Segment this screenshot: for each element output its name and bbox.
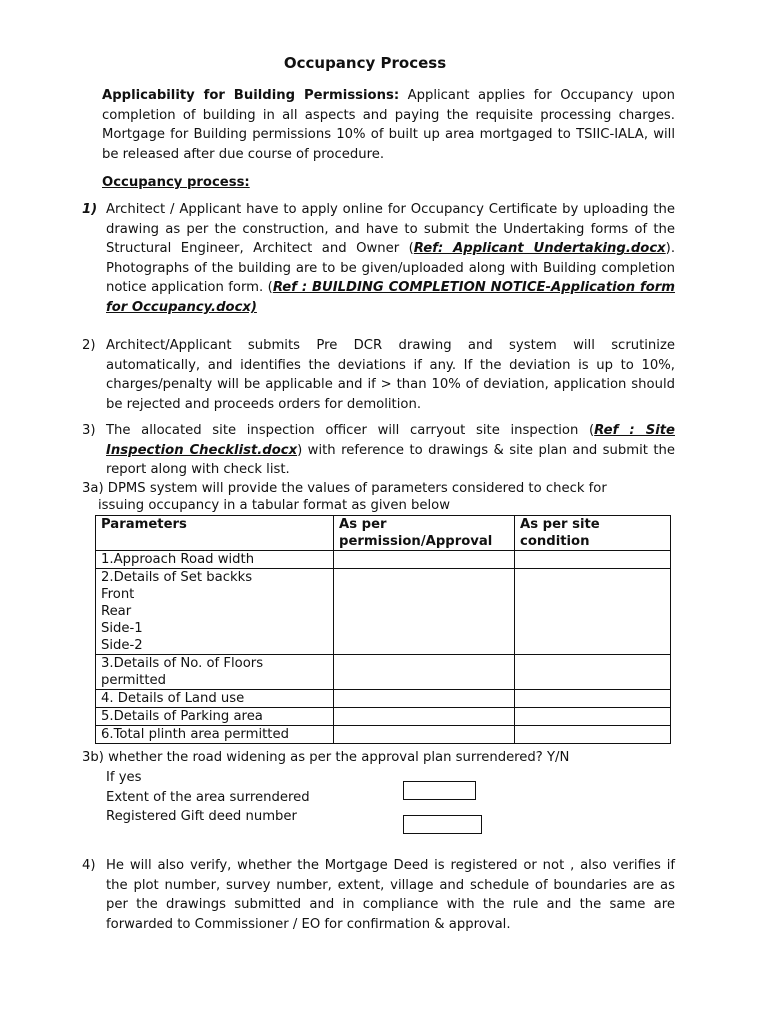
param-cell bbox=[96, 569, 334, 655]
page-title: Occupancy Process bbox=[283, 54, 447, 72]
param-cell: 5.Details of Parking area bbox=[96, 708, 334, 726]
site-cell bbox=[515, 726, 671, 744]
table-row bbox=[96, 551, 671, 569]
step-1-text bbox=[106, 200, 675, 318]
step-3-text bbox=[106, 421, 675, 480]
gift-deed-label: Registered Gift deed number bbox=[106, 809, 297, 824]
table-header-row bbox=[96, 516, 671, 551]
permission-cell bbox=[334, 551, 515, 569]
site-cell bbox=[515, 690, 671, 708]
step-3b-question: 3b) whether the road widening as per the approval plan surrendered? Y/N bbox=[82, 750, 570, 765]
param-front: Front bbox=[101, 587, 135, 602]
site-cell bbox=[515, 551, 671, 569]
step-3-text-b: ) with reference to drawings & site plan and submit the report along with check list. bbox=[106, 442, 675, 478]
ref-building-completion-notice-link[interactable]: Ref : BUILDING COMPLETION NOTICE-Application form for Occupancy.docx) bbox=[106, 280, 675, 315]
permission-cell bbox=[334, 655, 515, 690]
param-cell: 3.Details of No. of Floors permitted bbox=[96, 655, 334, 690]
table-row bbox=[96, 708, 671, 726]
param-cell: 6.Total plinth area permitted bbox=[96, 726, 334, 744]
table-row bbox=[96, 655, 671, 690]
step-1-number: 1) bbox=[82, 202, 98, 217]
step-2-text: Architect/Applicant submits Pre DCR drawing and system will scrutinize automatically, and identifies the deviations if any. If the deviation is up to 10%, charges/penalty will be applicable and if > than 10% of deviation, application should be rejected and proceeds orders for demolition. bbox=[106, 338, 675, 412]
applicability-paragraph bbox=[102, 86, 675, 164]
extent-surrendered-label: Extent of the area surrendered bbox=[106, 790, 310, 805]
permission-cell bbox=[334, 690, 515, 708]
param-side-2: Side-2 bbox=[101, 638, 143, 653]
table-row bbox=[96, 569, 671, 655]
step-1-text-b: ). Photographs of the building are to be given/uploaded along with Building completion notice application form. ( bbox=[106, 241, 676, 296]
step-3-text-a: The allocated site inspection officer will carryout site inspection ( bbox=[106, 423, 595, 438]
param-cell: 4. Details of Land use bbox=[96, 690, 334, 708]
applicability-text: Applicant applies for Occupancy upon completion of building in all aspects and paying the requisite processing charges. Mortgage for Building permissions 10% of built up area mortgaged to TSIIC-IALA, will be released after due course of procedure. bbox=[102, 88, 675, 162]
permission-cell bbox=[334, 569, 515, 655]
ref-site-inspection-checklist-link[interactable]: Ref : Site Inspection Checklist.docx bbox=[106, 423, 675, 458]
step-3a-line-2: issuing occupancy in a tabular format as given below bbox=[98, 498, 450, 513]
step-3a-line-1: 3a) DPMS system will provide the values of parameters considered to check for bbox=[82, 481, 607, 496]
ref-applicant-undertaking-link[interactable]: Ref: Applicant Undertaking.docx bbox=[413, 241, 666, 257]
applicability-label: Applicability for Building Permissions: bbox=[102, 88, 400, 103]
if-yes-label: If yes bbox=[106, 770, 142, 785]
site-cell bbox=[515, 708, 671, 726]
step-2-number: 2) bbox=[82, 338, 96, 353]
table-row bbox=[96, 726, 671, 744]
step-1-text-a: Architect / Applicant have to apply online for Occupancy Certificate by uploading the drawing as per the construction, and have to submit the Undertaking forms of the Structural Engineer, Architect and Owner ( bbox=[106, 202, 675, 257]
extent-surrendered-field[interactable] bbox=[403, 781, 476, 800]
permission-cell bbox=[334, 726, 515, 744]
header-as-per-site: As per site condition bbox=[515, 516, 671, 551]
gift-deed-number-field[interactable] bbox=[403, 815, 482, 834]
header-parameters: Parameters bbox=[96, 516, 334, 551]
table-row bbox=[96, 690, 671, 708]
section-heading: Occupancy process: bbox=[102, 175, 250, 190]
param-side-1: Side-1 bbox=[101, 621, 143, 636]
site-cell bbox=[515, 655, 671, 690]
step-4-text: He will also verify, whether the Mortgage Deed is registered or not , also verifies if the plot number, survey number, extent, village and schedule of boundaries are as per the drawings submitted and in compliance with the rule and the same are forwarded to Commissioner / EO for confirmation & approval. bbox=[106, 858, 675, 932]
step-3a bbox=[82, 480, 607, 514]
parameters-table bbox=[95, 515, 671, 744]
param-rear: Rear bbox=[101, 604, 132, 619]
step-4-number: 4) bbox=[82, 858, 96, 873]
step-3-number: 3) bbox=[82, 423, 96, 438]
site-cell bbox=[515, 569, 671, 655]
header-as-per-permission: As per permission/Approval bbox=[334, 516, 515, 551]
permission-cell bbox=[334, 708, 515, 726]
param-setbacks: 2.Details of Set backks bbox=[101, 570, 253, 585]
param-cell: 1.Approach Road width bbox=[96, 551, 334, 569]
